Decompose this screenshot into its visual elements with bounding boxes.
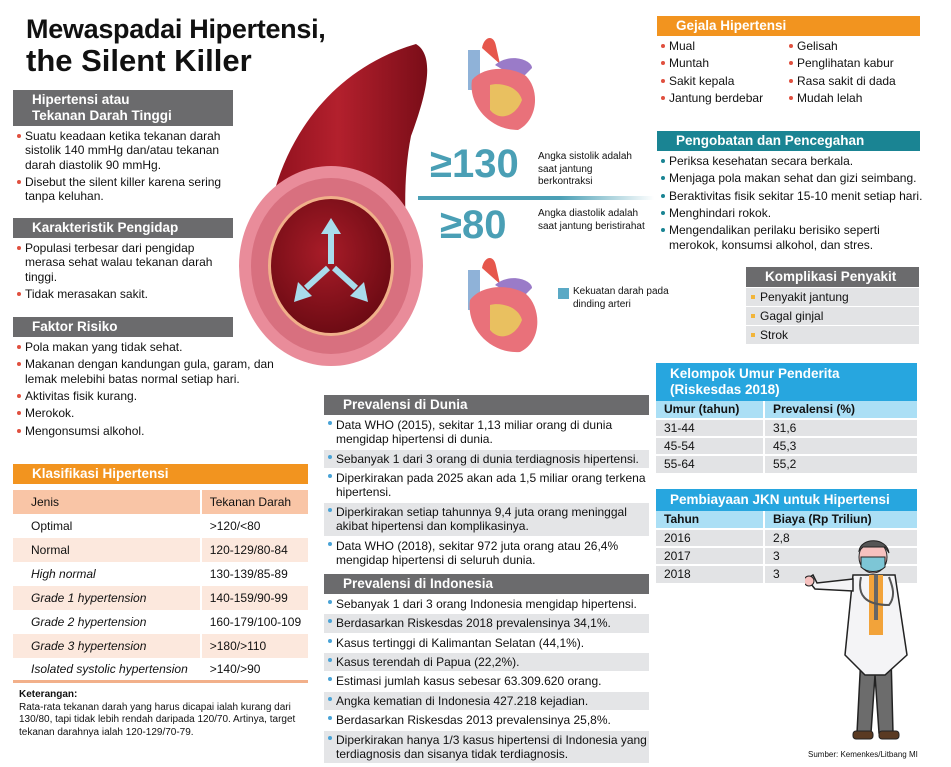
item-text: Gagal ginjal	[760, 308, 824, 323]
item-text: Disebut the silent killer karena sering tanpa keluhan.	[25, 175, 222, 204]
cell: 2016	[656, 529, 764, 547]
item-text: Merokok.	[25, 406, 75, 421]
bullet-icon	[661, 176, 665, 180]
table-row	[13, 658, 308, 682]
umur-header	[656, 363, 917, 401]
list-item	[13, 389, 278, 403]
umur-header-line-2: (Riskesdas 2018)	[670, 381, 780, 397]
bullet-icon	[328, 716, 332, 720]
list-item	[657, 39, 785, 53]
list-item	[746, 307, 919, 325]
item-text: Diperkirakan hanya 1/3 kasus hipertensi di Indonesia yang terdiagnosis dan sisanya tidak terdiagnosis.	[336, 732, 647, 762]
cell: 45-54	[656, 437, 764, 455]
list-item	[13, 406, 278, 420]
bullet-icon	[751, 295, 755, 299]
cell: High normal	[31, 566, 96, 581]
list-item	[13, 241, 213, 284]
item-text: Diperkirakan setiap tahunnya 9,4 juta orang meninggal akibat hipertensi dan komplikasinya.	[336, 504, 627, 534]
item-text: Berdasarkan Riskesdas 2013 prevalensinya 25,8%.	[336, 713, 611, 728]
item-text: Suatu keadaan ketika tekanan darah sistolik 140 mmHg dan/atau tekanan darah diastolik 90 mmHg.	[25, 128, 221, 172]
artery-illustration	[236, 36, 436, 376]
faktor-header: Faktor Risiko	[13, 317, 233, 337]
bullet-icon	[661, 211, 665, 215]
heart-relaxed-icon	[460, 250, 540, 355]
legend-swatch-icon	[558, 288, 569, 299]
column-header: Tekanan Darah	[201, 490, 308, 514]
list-item	[657, 171, 947, 185]
source-credit: Sumber: Kemenkes/Litbang MI	[808, 750, 918, 759]
item-text: Sebanyak 1 dari 3 orang di dunia terdiagnosis hipertensi.	[336, 451, 639, 466]
cell: 130-139/85-89	[201, 562, 308, 586]
bullet-icon	[328, 736, 332, 740]
cell: Grade 3 hypertension	[13, 634, 201, 658]
list-item	[324, 416, 649, 449]
item-text: Mudah lelah	[797, 91, 863, 106]
definition-header-line-2: Tekanan Darah Tinggi	[32, 107, 172, 123]
cell: 55-64	[656, 455, 764, 473]
title-line-1: Mewaspadai Hipertensi,	[26, 14, 326, 44]
jkn-header: Pembiayaan JKN untuk Hipertensi	[656, 489, 917, 511]
item-text: Populasi terbesar dari pengidap merasa sehat walau tekanan darah tinggi.	[25, 240, 213, 284]
umur-table	[656, 401, 917, 473]
bullet-icon	[789, 79, 793, 83]
item-text: Diperkirakan pada 2025 akan ada 1,5 miliar orang terkena hipertensi.	[336, 471, 646, 500]
bullet-icon	[17, 429, 21, 433]
list-item	[785, 56, 920, 70]
komplikasi-section	[746, 267, 919, 344]
bullet-icon	[789, 44, 793, 48]
cell: 3	[764, 565, 917, 583]
item-text: Penyakit jantung	[760, 289, 849, 304]
legend-label: Kekuatan darah pada dinding arteri	[573, 286, 669, 310]
cell: Normal	[13, 538, 201, 562]
karakteristik-header: Karakteristik Pengidap	[13, 218, 233, 238]
definition-header-line-1: Hipertensi atau	[32, 92, 130, 107]
item-text: Menjaga pola makan sehat dan gizi seimbang.	[669, 171, 917, 186]
item-text: Makanan dengan kandungan gula, garam, dan lemak melebihi batas normal setiap hari.	[25, 357, 274, 386]
bullet-icon	[328, 421, 332, 425]
bullet-icon	[661, 228, 665, 232]
item-text: Tidak merasakan sakit.	[25, 287, 148, 302]
bullet-icon	[17, 345, 21, 349]
bullet-icon	[789, 61, 793, 65]
item-text: Strok	[760, 327, 789, 342]
table-row	[13, 610, 308, 634]
divider	[418, 196, 654, 200]
cell: 120-129/80-84	[201, 538, 308, 562]
cell: 140-159/90-99	[201, 586, 308, 610]
table-row	[656, 455, 917, 473]
definition-header	[13, 90, 233, 126]
indonesia-section	[324, 574, 649, 763]
cell: >140/>90	[201, 658, 308, 682]
bullet-icon	[328, 697, 332, 701]
table-header-row	[13, 490, 308, 514]
klasifikasi-note	[19, 689, 309, 739]
list-item	[324, 595, 649, 613]
list-item	[324, 634, 649, 652]
definition-section	[13, 90, 233, 204]
list-item	[13, 129, 238, 172]
item-text: Sebanyak 1 dari 3 orang Indonesia mengidap hipertensi.	[336, 596, 637, 611]
cell: Grade 2 hypertension	[31, 614, 147, 629]
item-text: Berdasarkan Riskesdas 2018 prevalensinya 34,1%.	[336, 616, 611, 631]
item-text: Kasus terendah di Papua (22,2%).	[336, 655, 520, 670]
bullet-icon	[17, 292, 21, 296]
systolic-value: ≥130	[430, 142, 519, 186]
klasifikasi-section	[13, 464, 308, 739]
table-row	[656, 419, 917, 437]
bullet-icon	[17, 134, 21, 138]
item-text: Kasus tertinggi di Kalimantan Selatan (44,1%).	[336, 635, 585, 650]
bullet-icon	[661, 79, 665, 83]
bullet-icon	[751, 314, 755, 318]
list-item	[324, 731, 649, 764]
item-text: Beraktivitas fisik sekitar 15-10 menit setiap hari.	[669, 188, 923, 203]
table-header-row	[656, 511, 917, 529]
table-row	[13, 586, 308, 610]
cell: 45,3	[764, 437, 917, 455]
item-text: Periksa kesehatan secara berkala.	[669, 153, 854, 168]
list-item	[657, 206, 947, 220]
heart-contracted-icon	[460, 30, 540, 135]
list-item	[324, 692, 649, 710]
item-text: Muntah	[669, 56, 710, 71]
item-text: Sakit kepala	[669, 73, 735, 88]
bullet-icon	[328, 474, 332, 478]
table-row	[13, 634, 308, 658]
list-item	[324, 672, 649, 690]
bullet-icon	[328, 600, 332, 604]
cell: 2017	[656, 547, 764, 565]
table-row	[13, 514, 308, 538]
item-text: Mengonsumsi alkohol.	[25, 423, 145, 438]
systolic-description: Angka sistolik adalah saat jantung berkontraksi	[538, 151, 632, 187]
dunia-header: Prevalensi di Dunia	[324, 395, 649, 415]
item-text: Pola makan yang tidak sehat.	[25, 339, 183, 354]
karakteristik-section	[13, 218, 233, 301]
klasifikasi-header: Klasifikasi Hipertensi	[13, 464, 308, 484]
diastolic-value: ≥80	[440, 203, 507, 247]
bullet-icon	[328, 619, 332, 623]
doctor-illustration	[805, 535, 915, 745]
list-item	[785, 39, 920, 53]
list-item	[657, 91, 785, 105]
bullet-icon	[661, 61, 665, 65]
cell: Isolated systolic hypertension	[13, 658, 201, 682]
list-item	[746, 326, 919, 344]
bullet-icon	[328, 455, 332, 459]
list-item	[785, 74, 920, 88]
item-text: Gelisah	[797, 38, 838, 53]
list-item	[13, 175, 238, 204]
list-item	[13, 287, 213, 301]
dunia-section	[324, 395, 649, 569]
list-item	[324, 653, 649, 671]
list-item	[324, 503, 649, 536]
cell: 31-44	[656, 419, 764, 437]
item-text: Mengendalikan perilaku berisiko seperti merokok, konsumsi alkohol, dan stres.	[669, 223, 880, 252]
item-text: Angka kematian di Indonesia 427.218 kejadian.	[336, 693, 589, 708]
bullet-icon	[17, 180, 21, 184]
cell: 2018	[656, 565, 764, 583]
cell: Optimal	[31, 518, 73, 533]
item-text: Data WHO (2015), sekitar 1,13 miliar orang di dunia mengidap hipertensi di dunia.	[336, 417, 613, 447]
item-text: Mual	[669, 38, 696, 53]
column-header: Jenis	[13, 490, 201, 514]
list-item	[657, 189, 947, 203]
bullet-icon	[17, 411, 21, 415]
faktor-section	[13, 317, 274, 438]
table-row	[13, 562, 308, 586]
item-text: Aktivitas fisik kurang.	[25, 389, 138, 404]
diastolic-description: Angka diastolik adalah saat jantung beristirahat	[538, 208, 645, 232]
cell: >120/<80	[201, 514, 308, 538]
item-text: Data WHO (2018), sekitar 972 juta orang atau 26,4% mengidap hipertensi di seluruh dunia.	[336, 538, 619, 568]
cell: >180/>110	[201, 634, 308, 658]
column-header: Umur (tahun)	[656, 401, 764, 419]
list-item	[324, 711, 649, 729]
list-item	[324, 537, 649, 570]
bullet-icon	[661, 96, 665, 100]
list-item	[657, 154, 947, 168]
bullet-icon	[789, 96, 793, 100]
item-text: Jantung berdebar	[669, 91, 764, 106]
item-text: Estimasi jumlah kasus sebesar 63.309.620 orang.	[336, 674, 602, 689]
note-label: Keterangan:	[19, 689, 78, 701]
bullet-icon	[328, 542, 332, 546]
cell: Grade 1 hypertension	[13, 586, 201, 610]
list-item	[746, 288, 919, 306]
table-header-row	[656, 401, 917, 419]
list-item	[785, 91, 920, 105]
title-line-2: the Silent Killer	[26, 43, 252, 79]
list-item	[13, 424, 278, 438]
table-row	[656, 437, 917, 455]
list-item	[324, 614, 649, 632]
list-item	[657, 74, 785, 88]
table-row	[13, 538, 308, 562]
pengobatan-header: Pengobatan dan Pencegahan	[657, 131, 920, 151]
bullet-icon	[328, 677, 332, 681]
cell: 160-179/100-109	[201, 610, 308, 634]
cell: 55,2	[764, 455, 917, 473]
list-item	[324, 469, 649, 502]
bullet-icon	[328, 508, 332, 512]
pengobatan-section	[657, 131, 923, 252]
bullet-icon	[17, 394, 21, 398]
klasifikasi-table	[13, 490, 308, 684]
list-item	[657, 223, 897, 252]
indonesia-header: Prevalensi di Indonesia	[324, 574, 649, 594]
bullet-icon	[661, 194, 665, 198]
column-header: Tahun	[656, 511, 764, 529]
column-header: Prevalensi (%)	[764, 401, 917, 419]
cell: 3	[764, 547, 917, 565]
bullet-icon	[661, 159, 665, 163]
note-text: Rata-rata tekanan darah yang harus dicapai ialah kurang dari 130/80, tapi tidak lebih rendah daripada 120/70. Artinya, target tekanan darahnya ialah 120-129/70-79.	[19, 701, 296, 738]
gejala-header: Gejala Hipertensi	[657, 16, 920, 36]
komplikasi-header: Komplikasi Penyakit	[746, 267, 919, 287]
list-item	[657, 56, 785, 70]
bullet-icon	[661, 44, 665, 48]
bullet-icon	[328, 658, 332, 662]
item-text: Rasa sakit di dada	[797, 73, 896, 88]
bullet-icon	[17, 362, 21, 366]
bullet-icon	[17, 246, 21, 250]
item-text: Menghindari rokok.	[669, 206, 772, 221]
umur-header-line-1: Kelompok Umur Penderita	[670, 366, 840, 381]
cell: 31,6	[764, 419, 917, 437]
item-text: Penglihatan kabur	[797, 56, 894, 71]
bullet-icon	[751, 333, 755, 337]
gejala-section	[657, 16, 920, 105]
bullet-icon	[328, 639, 332, 643]
column-header: Biaya (Rp Triliun)	[764, 511, 917, 529]
umur-section	[656, 363, 917, 473]
list-item	[324, 450, 649, 468]
cell: 2,8	[764, 529, 917, 547]
